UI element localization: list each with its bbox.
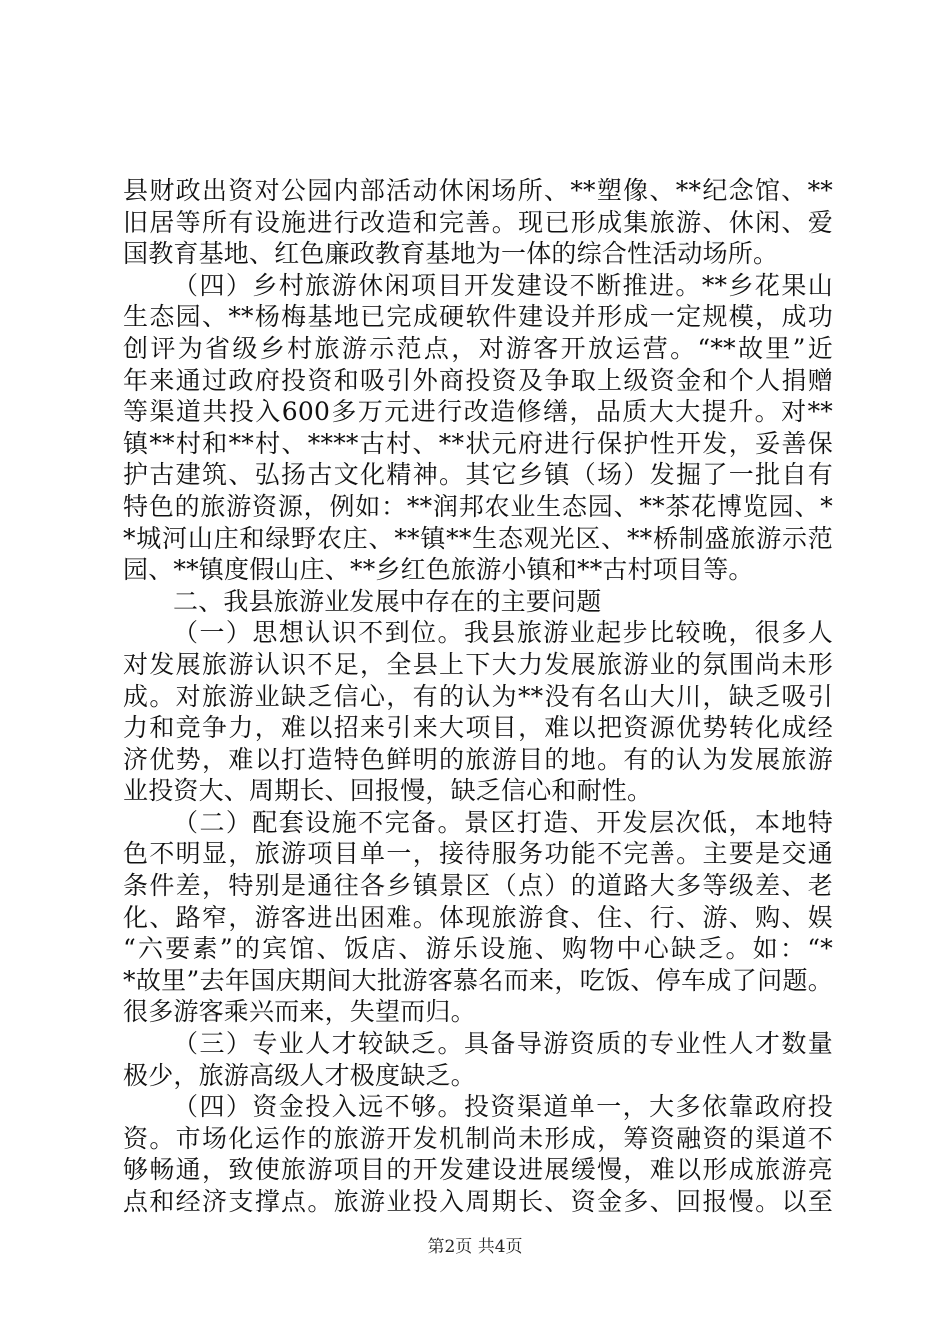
text-line: 成。对旅游业缺乏信心，有的认为**没有名山大川，缺乏吸引 (123, 681, 833, 711)
text-line: *故里”去年国庆期间大批游客慕名而来，吃饭、停车成了问题。 (123, 965, 833, 995)
text-line: 够畅通，致使旅游项目的开发建设进展缓慢，难以形成旅游亮 (123, 1155, 833, 1185)
text-line: 县财政出资对公园内部活动休闲场所、**塑像、**纪念馆、** (123, 176, 833, 205)
text-line: 护古建筑、弘扬古文化精神。其它乡镇（场）发掘了一批自有 (123, 460, 833, 490)
text-line: （四）乡村旅游休闲项目开发建设不断推进。**乡花果山 (173, 270, 833, 300)
text-line: 化、路窄，游客进出困难。体现旅游食、住、行、游、购、娱 (123, 902, 833, 932)
document-body (123, 175, 833, 1218)
text-line: 镇**村和**村、****古村、**状元府进行保护性开发，妥善保 (123, 428, 833, 458)
text-line: 条件差，特别是通往各乡镇景区（点）的道路大多等级差、老 (123, 871, 833, 901)
text-line: *城河山庄和绿野农庄、**镇**生态观光区、**桥制盛旅游示范 (123, 523, 833, 553)
text-line: 国教育基地、红色廉政教育基地为一体的综合性活动场所。 (123, 239, 779, 269)
text-line: 业投资大、周期长、回报慢，缺乏信心和耐性。 (123, 776, 653, 806)
text-line: （一）思想认识不到位。我县旅游业起步比较晚，很多人 (173, 618, 833, 648)
text-line: “六要素”的宾馆、饭店、游乐设施、购物中心缺乏。如：“* (123, 934, 833, 964)
text-line: 济优势，难以打造特色鲜明的旅游目的地。有的认为发展旅游 (123, 744, 833, 774)
text-line: 点和经济支撑点。旅游业投入周期长、资金多、回报慢。以至 (123, 1187, 833, 1216)
text-line: 二、我县旅游业发展中存在的主要问题 (173, 586, 602, 616)
text-line: 创评为省级乡村旅游示范点，对游客开放运营。“**故里”近 (123, 333, 833, 363)
page-number-footer: 第2页 共4页 (427, 1237, 523, 1257)
text-line: 年来通过政府投资和吸引外商投资及争取上级资金和个人捐赠 (123, 365, 833, 395)
text-line: （二）配套设施不完备。景区打造、开发层次低，本地特 (173, 807, 833, 837)
text-line: 特色的旅游资源，例如：**润邦农业生态园、**茶花博览园、* (123, 491, 833, 521)
text-line: 色不明显，旅游项目单一，接待服务功能不完善。主要是交通 (123, 839, 833, 869)
text-line: 很多游客乘兴而来，失望而归。 (123, 997, 476, 1027)
text-line: 生态园、**杨梅基地已完成硬软件建设并形成一定规模，成功 (123, 302, 833, 332)
text-line: 旧居等所有设施进行改造和完善。现已形成集旅游、休闲、爱 (123, 207, 833, 237)
text-line: （三）专业人才较缺乏。具备导游资质的专业性人才数量 (173, 1029, 833, 1059)
text-line: 等渠道共投入600多万元进行改造修缮，品质大大提升。对** (123, 397, 833, 427)
text-line: 对发展旅游认识不足，全县上下大力发展旅游业的氛围尚未形 (123, 649, 833, 679)
text-line: 资。市场化运作的旅游开发机制尚未形成，筹资融资的渠道不 (123, 1123, 833, 1153)
text-line: 园、**镇度假山庄、**乡红色旅游小镇和**古村项目等。 (123, 555, 754, 585)
text-line: 极少，旅游高级人才极度缺乏。 (123, 1060, 476, 1090)
text-line: 力和竞争力，难以招来引来大项目，难以把资源优势转化成经 (123, 713, 833, 743)
text-line: （四）资金投入远不够。投资渠道单一，大多依靠政府投 (173, 1092, 833, 1122)
